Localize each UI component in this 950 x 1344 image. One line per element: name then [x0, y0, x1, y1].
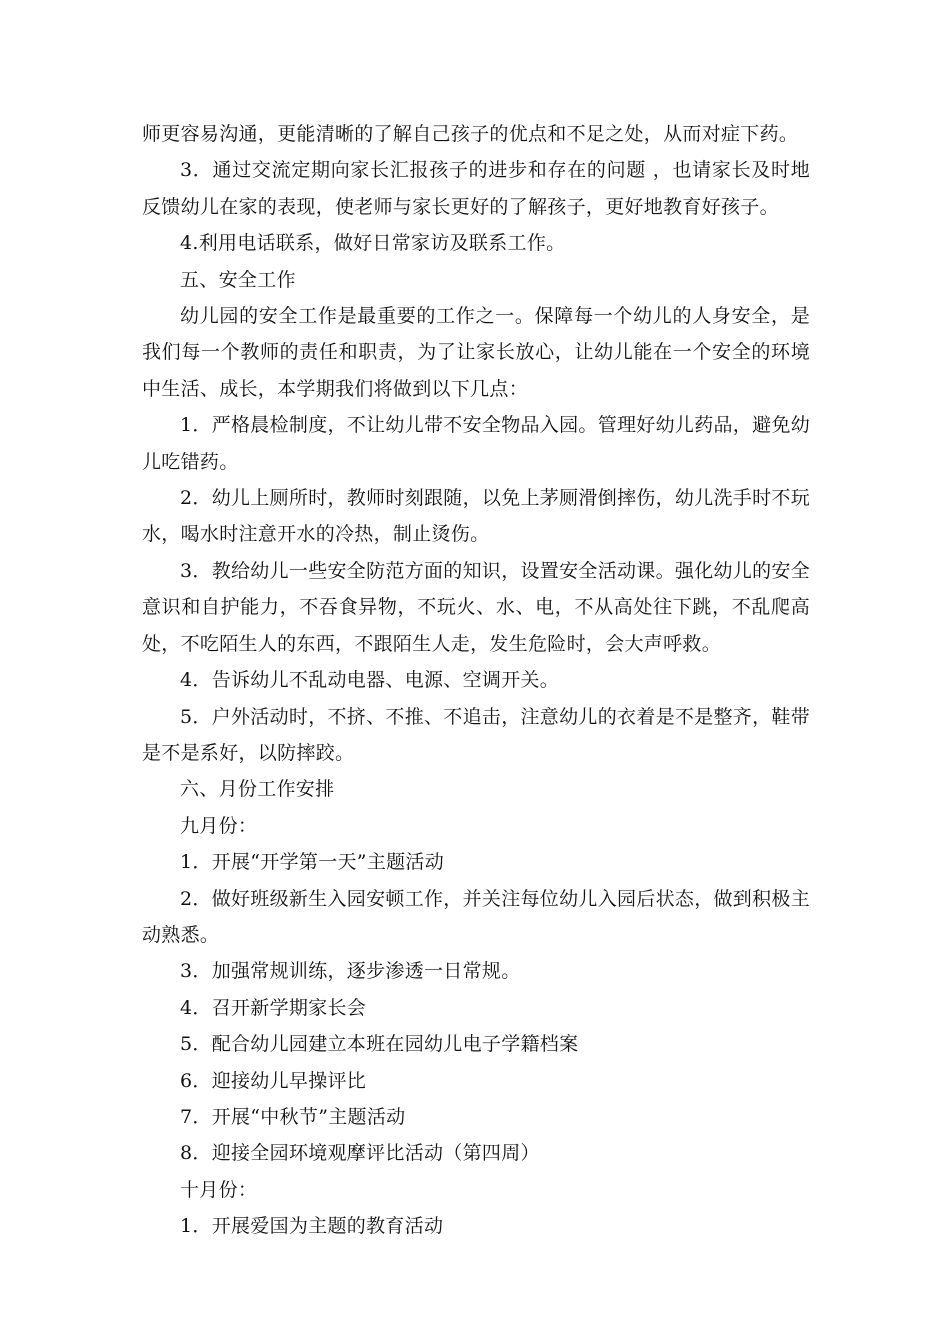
paragraph-safety-item-1: 1．严格晨检制度，不让幼儿带不安全物品入园。管理好幼儿药品，避免幼儿吃错药。: [142, 414, 810, 473]
september-item-1: 1．开展“开学第一天”主题活动: [180, 851, 445, 874]
paragraph-safety-item-4: 4．告诉幼儿不乱动电器、电源、空调开关。: [180, 669, 560, 692]
paragraph-continuation: 师更容易沟通，更能清晰的了解自己孩子的优点和不足之处，从而对症下药。: [142, 123, 799, 145]
paragraph-safety-intro: 幼儿园的安全工作是最重要的工作之一。保障每一个幼儿的人身安全，是我们每一个教师的责任和职责，为了让家长放心，让幼儿能在一个安全的环境中生活、成长，本学期我们将做到以下几点：: [142, 305, 810, 400]
october-item-1: 1．开展爱国为主题的教育活动: [180, 1215, 444, 1238]
paragraph-communication-item-3: 3．通过交流定期向家长汇报孩子的进步和存在的问题 ，也请家长及时地反馈幼儿在家的表现，使老师与家长更好的了解孩子，更好地教育好孩子。: [142, 159, 810, 218]
month-heading-october: 十月份：: [180, 1178, 258, 1201]
paragraph-safety-item-3: 3．教给幼儿一些安全防范方面的知识，设置安全活动课。强化幼儿的安全意识和自护能力，不吞食异物，不玩火、水、电，不从高处往下跳，不乱爬高处，不吃陌生人的东西，不跟陌生人走，发生危险时，会大声呼救。: [142, 559, 810, 655]
month-heading-september: 九月份：: [180, 814, 258, 837]
september-item-6: 6．迎接幼儿早操评比: [180, 1069, 367, 1092]
september-item-5: 5．配合幼儿园建立本班在园幼儿电子学籍档案: [180, 1033, 579, 1056]
paragraph-communication-item-4: 4.利用电话联系，做好日常家访及联系工作。: [180, 232, 566, 255]
september-item-8: 8．迎接全园环境观摩评比活动（第四周）: [180, 1142, 540, 1165]
paragraph-safety-item-5: 5．户外活动时，不挤、不推、不追击，注意幼儿的衣着是不是整齐，鞋带是不是系好，以防摔跤。: [142, 705, 810, 764]
september-item-4: 4．召开新学期家长会: [180, 996, 367, 1019]
paragraph-safety-item-2: 2．幼儿上厕所时，教师时刻跟随，以免上茅厕滑倒摔伤，幼儿洗手时不玩水，喝水时注意开水的冷热，制止烫伤。: [142, 487, 810, 546]
september-item-7: 7．开展“中秋节”主题活动: [180, 1105, 406, 1128]
section-heading-safety: 五、安全工作: [180, 268, 296, 291]
document-body: [142, 116, 810, 1245]
september-item-3: 3．加强常规训练，逐步渗透一日常规。: [180, 960, 521, 983]
september-item-2: 2．做好班级新生入园安顿工作，并关注每位幼儿入园后状态，做到积极主动熟悉。: [142, 887, 810, 946]
section-heading-monthly-plan: 六、月份工作安排: [180, 778, 335, 801]
